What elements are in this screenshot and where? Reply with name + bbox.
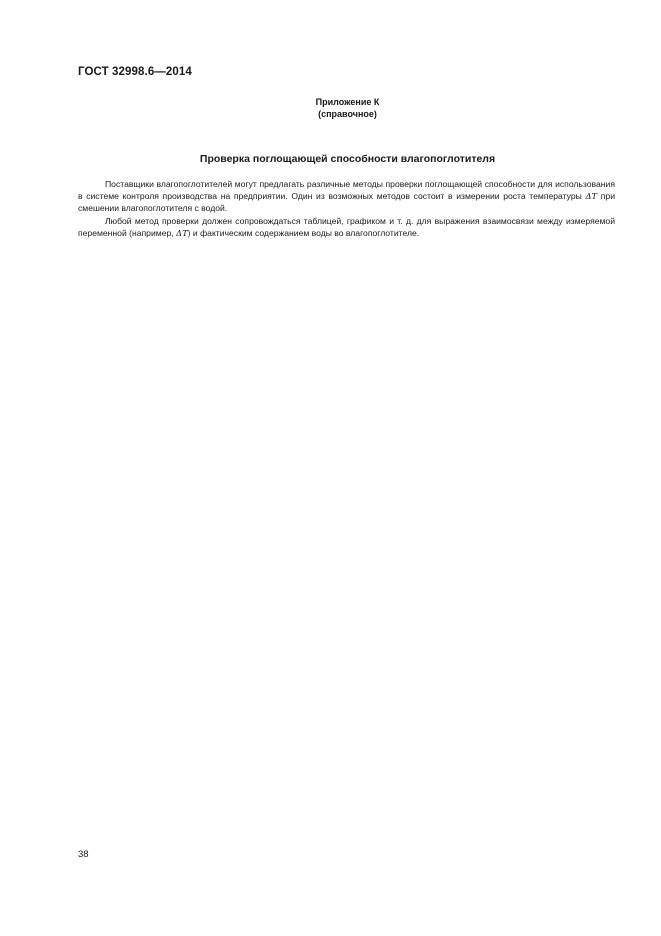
appendix-title: Приложение К <box>315 97 380 107</box>
appendix-type: (справочное) <box>318 109 377 119</box>
page-number: 38 <box>78 849 89 860</box>
paragraph-2-text-before: Любой метод проверки должен сопровождаться таблицей, графиком и т. д. для выражения взаимосвязи между измеряемой переменной (например, <box>78 215 615 238</box>
paragraph-1-text-before: Поставщики влагопоглотителей могут предлагать различные методы проверки поглощающей способности для использования в системе контроля производства на предприятии. Один из возможных методов состоит в измерении роста температуры <box>78 179 615 202</box>
section-title: Проверка поглощающей способности влагопоглотителя <box>199 153 496 165</box>
paragraph-2 <box>78 215 615 239</box>
paragraph-2-text-after: ) и фактическим содержанием воды во влагопоглотителе. <box>187 227 420 238</box>
delta-t-symbol: ΔT <box>176 227 188 238</box>
appendix-heading <box>0 96 661 120</box>
delta-t-symbol: ΔT <box>585 191 598 202</box>
body-text <box>78 178 615 239</box>
paragraph-1 <box>78 178 615 215</box>
paragraph-1-text-after: при смешении влагопоглотителя с водой. <box>78 191 615 214</box>
standard-code-header: ГОСТ 32998.6—2014 <box>78 66 192 78</box>
